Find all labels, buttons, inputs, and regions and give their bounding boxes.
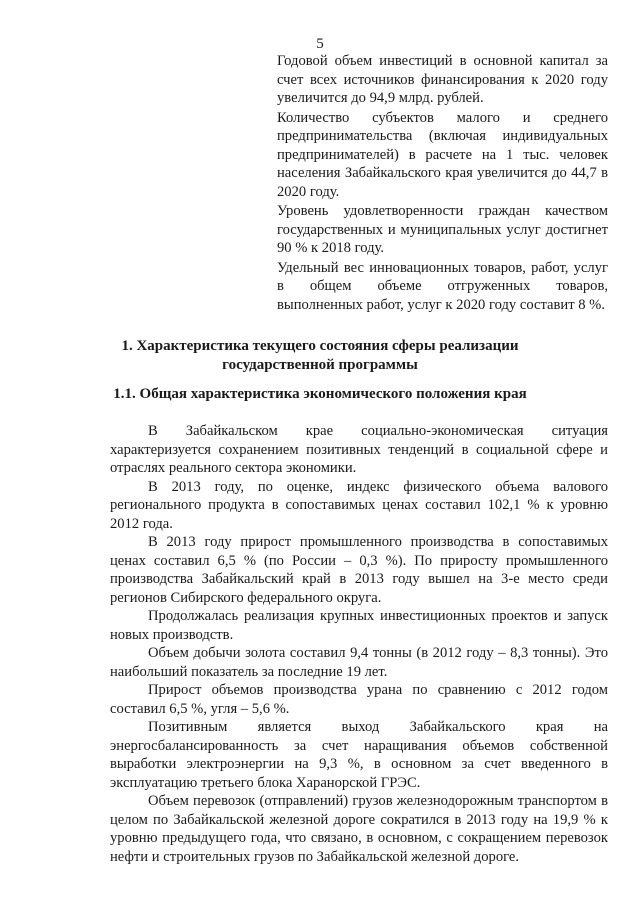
section-heading xyxy=(120,337,520,375)
target-indicators-block xyxy=(277,52,608,315)
paragraph: Прирост объемов производства урана по сравнению с 2012 годом составил 6,5 %, угля – 5,6 %. xyxy=(110,682,608,717)
paragraph: В 2013 году прирост промышленного производства в сопоставимых ценах составил 6,5 % (по России – 0,3 %). По приросту промышленного производства Забайкальский край в 2013 году вышел на 3-е место среди регионов Сибирского федерального округа. xyxy=(110,534,608,606)
paragraph: Объем добычи золота составил 9,4 тонны (в 2012 году – 8,3 тонны). Это наибольший показатель за последние 19 лет. xyxy=(110,645,608,680)
paragraph: Позитивным является выход Забайкальского края на энергосбалансированность за счет наращивания объемов собственной выработки электроэнергии на 9,3 %, в основном за счет введенного в эксплуатацию третьего блока Харанорской ГРЭС. xyxy=(110,719,608,791)
sub-heading: 1.1. Общая характеристика экономического положения края xyxy=(113,386,527,402)
body-text xyxy=(110,422,608,866)
page-number: 5 xyxy=(316,36,324,52)
section-heading-line1: 1. Характеристика текущего состояния сферы реализации xyxy=(121,338,519,354)
goal-service-satisfaction: Уровень удовлетворенности граждан качеством государственных и муниципальных услуг достигнет 90 % к 2018 году. xyxy=(277,203,608,256)
goal-innovation-share: Удельный вес инновационных товаров, работ, услуг в общем объеме отгруженных товаров, выполненных работ, услуг к 2020 году составит 8 %. xyxy=(277,259,608,313)
paragraph: Продолжалась реализация крупных инвестиционных проектов и запуск новых производств. xyxy=(110,608,608,643)
paragraph: В Забайкальском крае социально-экономическая ситуация характеризуется сохранением позитивных тенденций в социальной сфере и отраслях реального сектора экономики. xyxy=(110,423,608,476)
paragraph: Объем перевозок (отправлений) грузов железнодорожным транспортом в целом по Забайкальской железной дороге сократился в 2013 году на 19,9 % к уровню предыдущего года, что связано, в основном, с сокращением перевозок нефти и строительных грузов по Забайкальской железной дороге. xyxy=(110,793,608,865)
goal-small-business: Количество субъектов малого и среднего предпринимательства (включая индивидуальных предпринимателей) в расчете на 1 тыс. человек населения Забайкальского края увеличится до 44,7 в 2020 году. xyxy=(277,109,608,200)
paragraph: В 2013 году, по оценке, индекс физического объема валового регионального продукта в сопоставимых ценах составил 102,1 % к уровню 2012 года. xyxy=(110,478,608,532)
goal-investment: Годовой объем инвестиций в основной капитал за счет всех источников финансирования к 2020 году увеличится до 94,9 млрд. рублей. xyxy=(277,53,608,106)
section-heading-line2: государственной программы xyxy=(222,357,418,373)
